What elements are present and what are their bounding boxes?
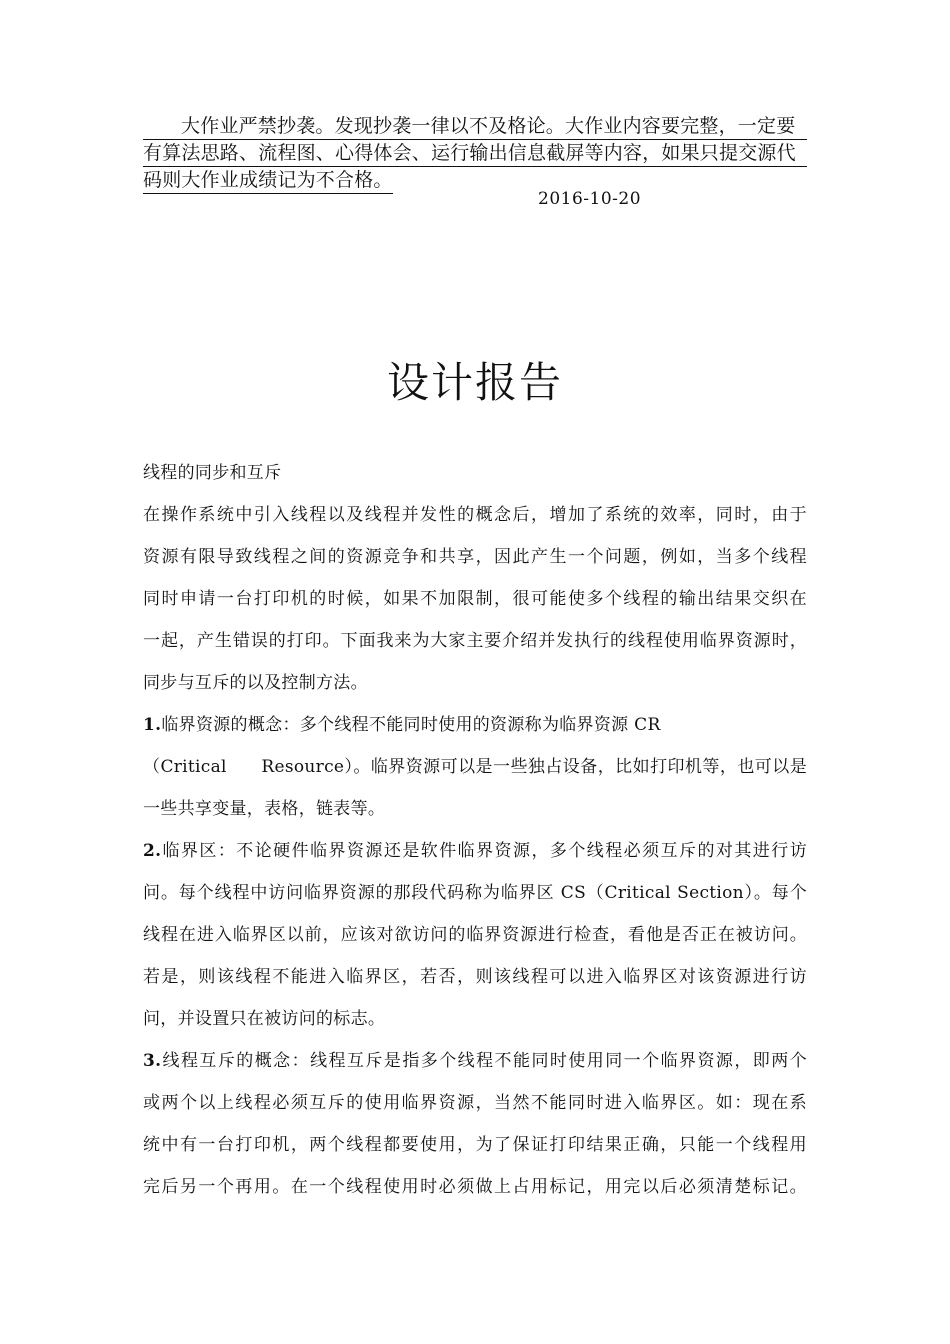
section-1-line xyxy=(143,710,661,735)
report-title: 设计报告 xyxy=(386,358,563,407)
section-number: 2. xyxy=(143,841,162,861)
notice-line: 有算法思路、流程图、心得体会、运行输出信息截屏等内容，如果只提交源代 xyxy=(143,140,807,167)
section-number: 1. xyxy=(143,715,162,735)
assignment-notice xyxy=(143,113,807,194)
intro-line: 同步与互斥的以及控制方法。 xyxy=(143,673,368,693)
section-text: 线程互斥的概念：线程互斥是指多个线程不能同时使用同一个临界资源，即两个 xyxy=(161,1051,807,1071)
report-subtitle: 线程的同步和互斥 xyxy=(143,463,282,483)
section-1-line: （Critical Resource）。临界资源可以是一些独占设备，比如打印机等，也可以是 xyxy=(143,757,807,777)
notice-date: 2016-10-20 xyxy=(538,189,642,209)
section-2-line: 问，并设置只在被访问的标志。 xyxy=(143,1009,386,1029)
section-2-line: 线程在进入临界区以前，应该对欲访问的临界资源进行检查，看他是否正在被访问。 xyxy=(143,925,807,945)
section-number: 3. xyxy=(143,1051,162,1071)
intro-line: 资源有限导致线程之间的资源竞争和共享，因此产生一个问题，例如，当多个线程 xyxy=(143,547,807,567)
notice-line: 大作业严禁抄袭。发现抄袭一律以不及格论。大作业内容要完整，一定要 xyxy=(143,113,807,140)
section-text: 临界资源的概念：多个线程不能同时使用的资源称为临界资源 CR xyxy=(161,715,661,735)
section-3-line: 统中有一台打印机，两个线程都要使用，为了保证打印结果正确，只能一个线程用 xyxy=(143,1135,807,1155)
section-3-line xyxy=(143,1046,807,1071)
section-3-line: 完后另一个再用。在一个线程使用时必须做上占用标记，用完以后必须清楚标记。 xyxy=(143,1177,807,1197)
section-2-line xyxy=(143,836,807,861)
section-2-line: 若是，则该线程不能进入临界区，若否，则该线程可以进入临界区对该资源进行访 xyxy=(143,967,807,987)
section-3-line: 或两个以上线程必须互斥的使用临界资源，当然不能同时进入临界区。如：现在系 xyxy=(143,1093,807,1113)
intro-line: 一起，产生错误的打印。下面我来为大家主要介绍并发执行的线程使用临界资源时， xyxy=(143,631,807,651)
intro-line: 在操作系统中引入线程以及线程并发性的概念后，增加了系统的效率，同时，由于 xyxy=(143,505,807,525)
notice-line: 码则大作业成绩记为不合格。 xyxy=(143,167,393,194)
section-2-line: 问。每个线程中访问临界资源的那段代码称为临界区 CS（Critical Section）。每个 xyxy=(143,883,807,903)
section-1-line: 一些共享变量，表格，链表等。 xyxy=(143,799,386,819)
section-text: 临界区：不论硬件临界资源还是软件临界资源，多个线程必须互斥的对其进行访 xyxy=(161,841,807,861)
intro-line: 同时申请一台打印机的时候，如果不加限制，很可能使多个线程的输出结果交织在 xyxy=(143,589,807,609)
